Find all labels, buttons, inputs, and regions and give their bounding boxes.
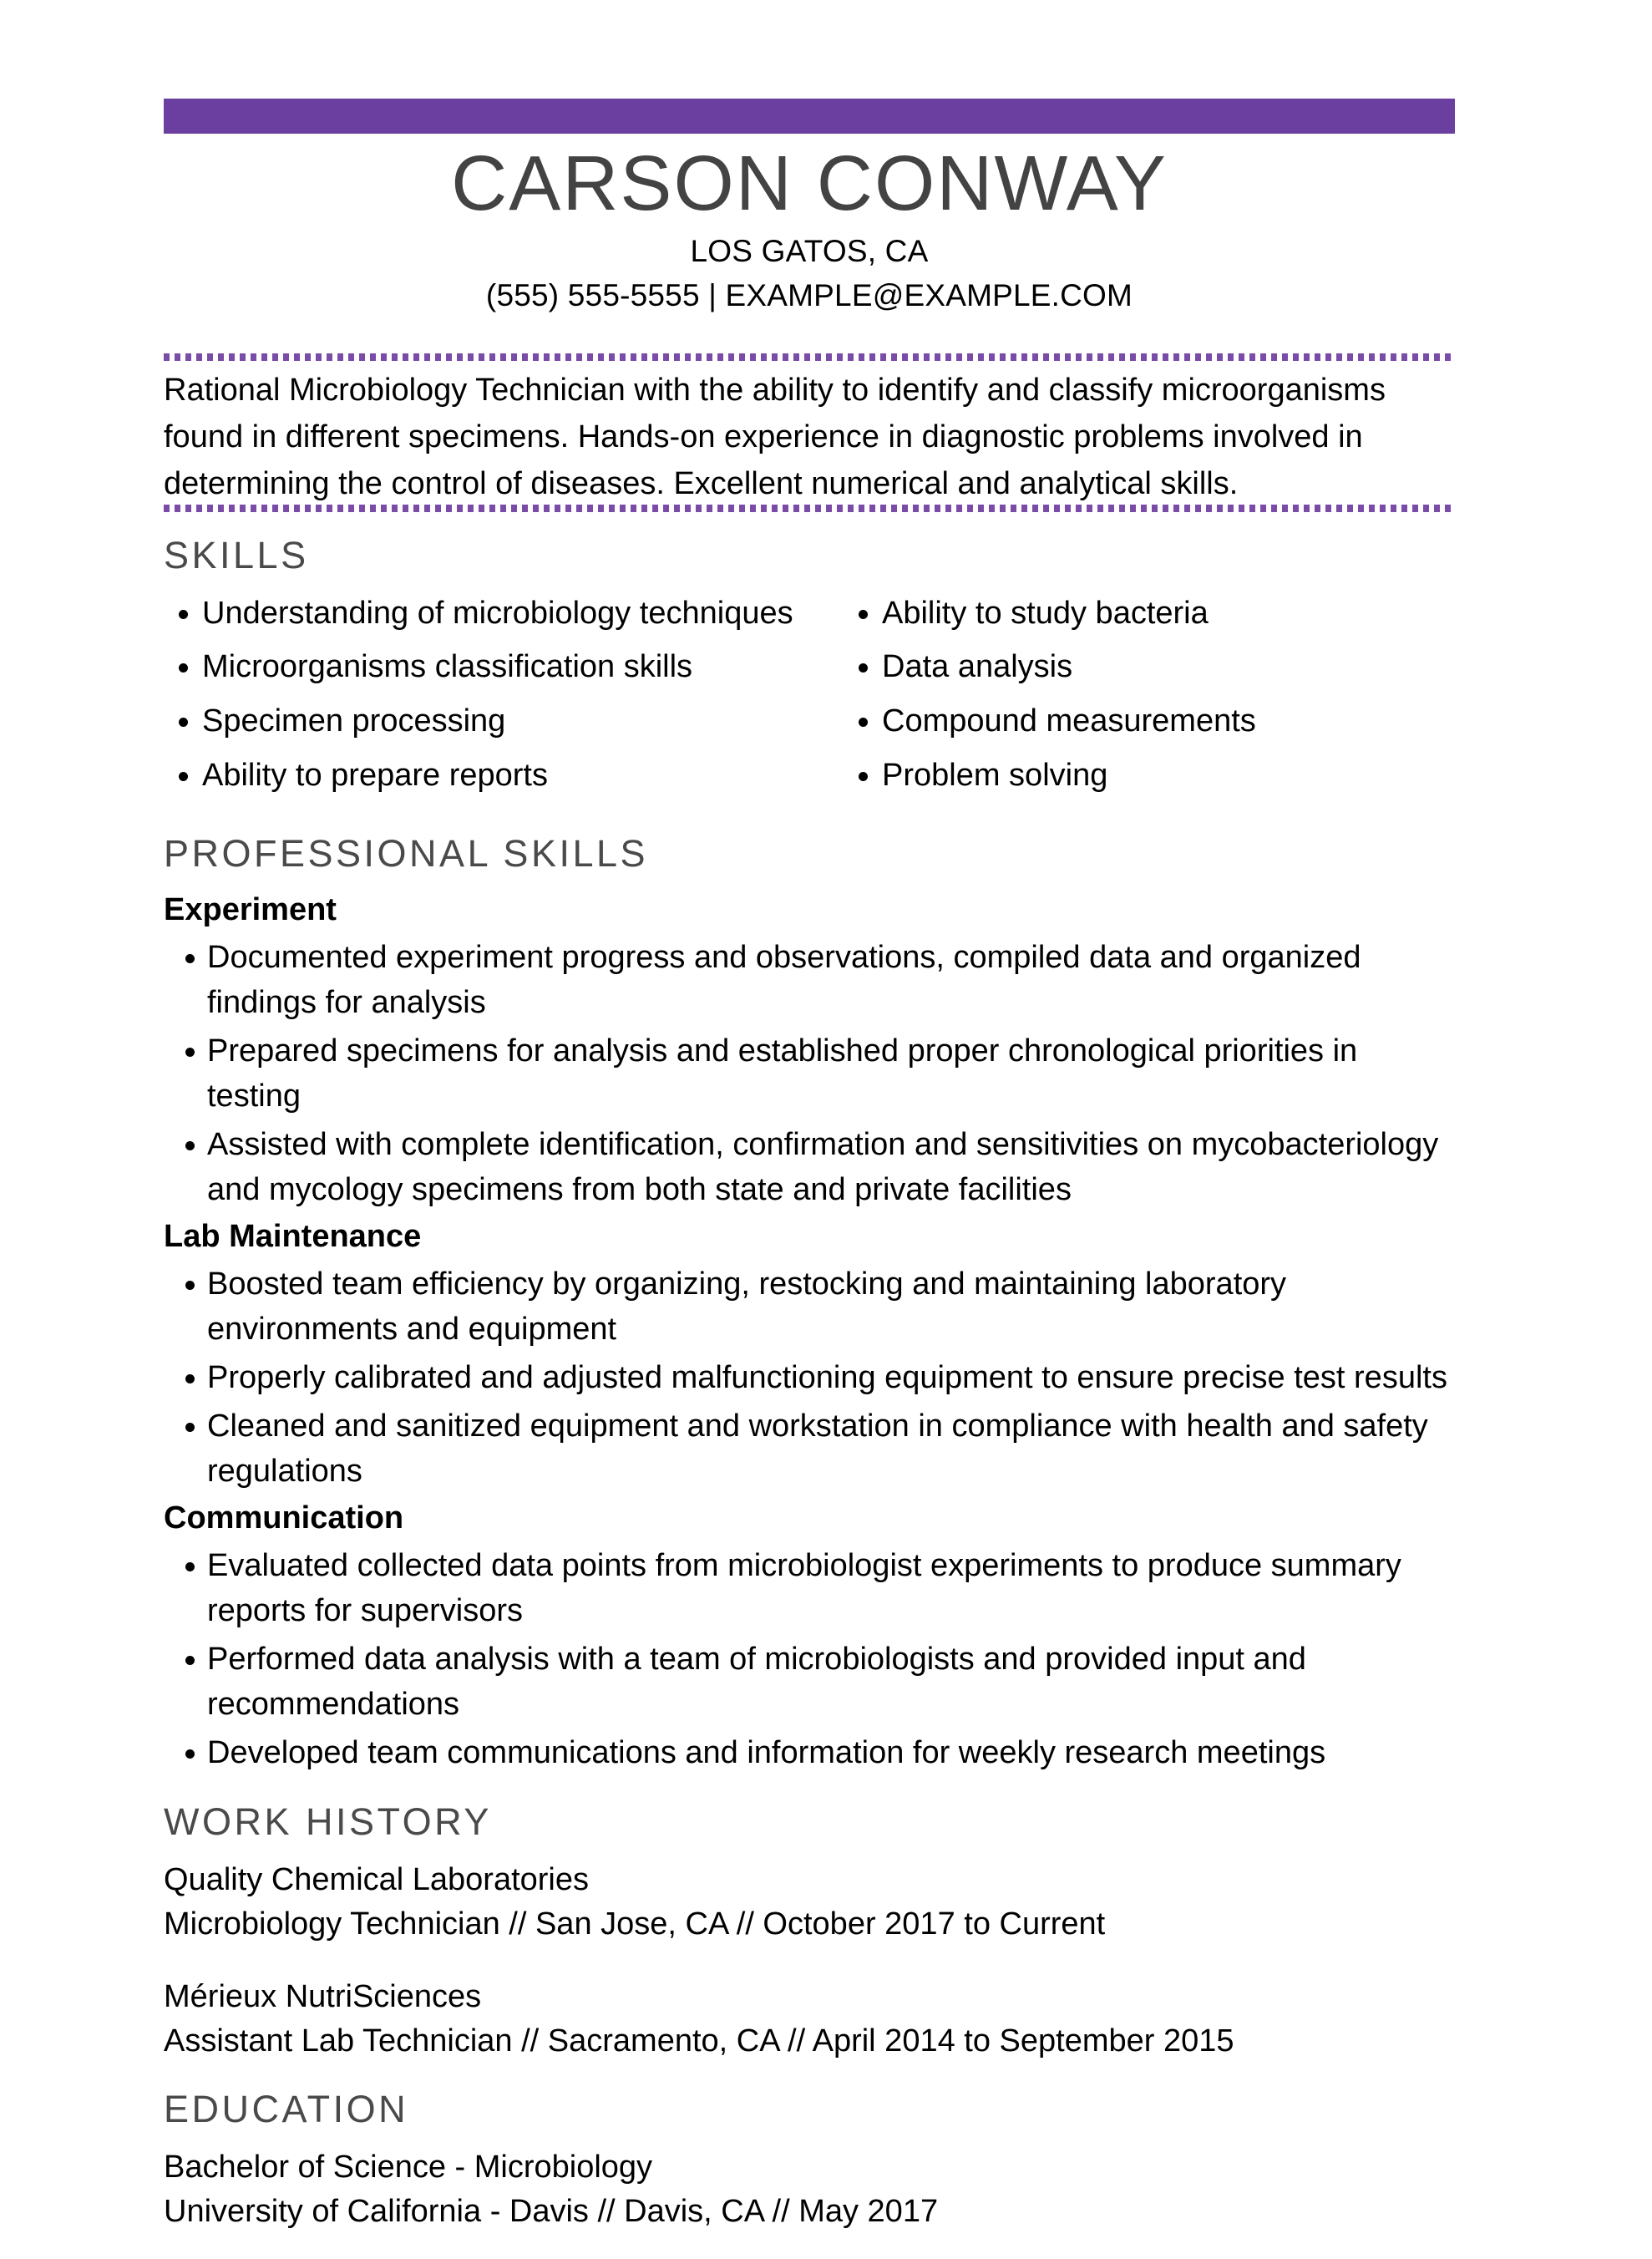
- list-item: Performed data analysis with a team of microbiologists and provided input and recommendations: [164, 1637, 1457, 1728]
- prof-group-lab-maintenance: [164, 1216, 1457, 1495]
- prof-bullet-list: [164, 1544, 1457, 1776]
- list-item: Assisted with complete identification, confirmation and sensitivities on mycobacteriology and mycology specimens from both state and private facilities: [164, 1123, 1457, 1213]
- prof-bullet-list: [164, 1262, 1457, 1495]
- prof-bullet-list: [164, 936, 1457, 1213]
- list-item: Documented experiment progress and observations, compiled data and organized findings for analysis: [164, 936, 1457, 1026]
- skills-list-left: [164, 591, 810, 800]
- list-item: Data analysis: [844, 645, 1457, 690]
- list-item: Evaluated collected data points from microbiologist experiments to produce summary reports for supervisors: [164, 1544, 1457, 1634]
- list-item: Cleaned and sanitized equipment and workstation in compliance with health and safety regulations: [164, 1404, 1457, 1495]
- divider-top: [164, 353, 1455, 361]
- candidate-name: CARSON CONWAY: [451, 140, 1168, 226]
- skills-column-left: [164, 591, 810, 809]
- list-item: Microorganisms classification skills: [164, 645, 810, 690]
- sub-heading: Experiment: [164, 891, 337, 927]
- skills-column-right: [810, 591, 1457, 809]
- resume-header: [164, 140, 1455, 317]
- section-title-work-history: WORK HISTORY: [164, 1800, 492, 1844]
- professional-summary: Rational Microbiology Technician with the ability to identify and classify microorganisms found in different specimens. Hands-on experience in diagnostic problems involved in determining the control of diseases. Excellent numerical and analytical skills.: [164, 373, 1386, 501]
- candidate-location: LOS GATOS, CA: [690, 233, 929, 268]
- list-item: Prepared specimens for analysis and established proper chronological priorities in testing: [164, 1029, 1457, 1119]
- list-item: Boosted team efficiency by organizing, restocking and maintaining laboratory environments and equipment: [164, 1262, 1457, 1353]
- work-entry-detail: Assistant Lab Technician // Sacramento, CA // April 2014 to September 2015: [164, 2023, 1234, 2059]
- list-item: Ability to study bacteria: [844, 591, 1457, 637]
- list-item: Compound measurements: [844, 699, 1457, 744]
- section-skills: [164, 535, 1457, 808]
- prof-group-communication: [164, 1498, 1457, 1776]
- divider-bottom: [164, 505, 1455, 512]
- section-professional-skills: [164, 833, 1457, 1776]
- skills-columns: [164, 591, 1457, 809]
- employer-name: Quality Chemical Laboratories: [164, 1861, 590, 1897]
- candidate-contact: (555) 555-5555 | EXAMPLE@EXAMPLE.COM: [485, 277, 1133, 312]
- resume-body: [164, 535, 1457, 2259]
- section-title-education: EDUCATION: [164, 2088, 409, 2131]
- list-item: Understanding of microbiology techniques: [164, 591, 810, 637]
- list-item: Specimen processing: [164, 699, 810, 744]
- sub-heading: Lab Maintenance: [164, 1218, 422, 1254]
- list-item: Ability to prepare reports: [164, 754, 810, 799]
- degree-name: Bachelor of Science - Microbiology: [164, 2149, 653, 2185]
- list-item: Properly calibrated and adjusted malfunctioning equipment to ensure precise test results: [164, 1356, 1457, 1401]
- prof-group-experiment: [164, 890, 1457, 1213]
- section-education: [164, 2089, 1457, 2234]
- work-entry: [164, 1858, 1457, 1947]
- list-item: Problem solving: [844, 754, 1457, 799]
- sub-heading: Communication: [164, 1500, 404, 1536]
- section-work-history: [164, 1801, 1457, 2064]
- skills-list-right: [844, 591, 1457, 800]
- education-entry: [164, 2145, 1457, 2234]
- section-title-skills: SKILLS: [164, 534, 309, 576]
- section-title-professional-skills: PROFESSIONAL SKILLS: [164, 832, 649, 876]
- employer-name: Mérieux NutriSciences: [164, 1979, 482, 2015]
- work-entry-detail: Microbiology Technician // San Jose, CA // October 2017 to Current: [164, 1906, 1106, 1942]
- work-entry: [164, 1975, 1457, 2064]
- list-item: Developed team communications and information for weekly research meetings: [164, 1731, 1457, 1776]
- accent-bar: [164, 99, 1455, 134]
- education-entry-detail: University of California - Davis // Davis, CA // May 2017: [164, 2194, 939, 2230]
